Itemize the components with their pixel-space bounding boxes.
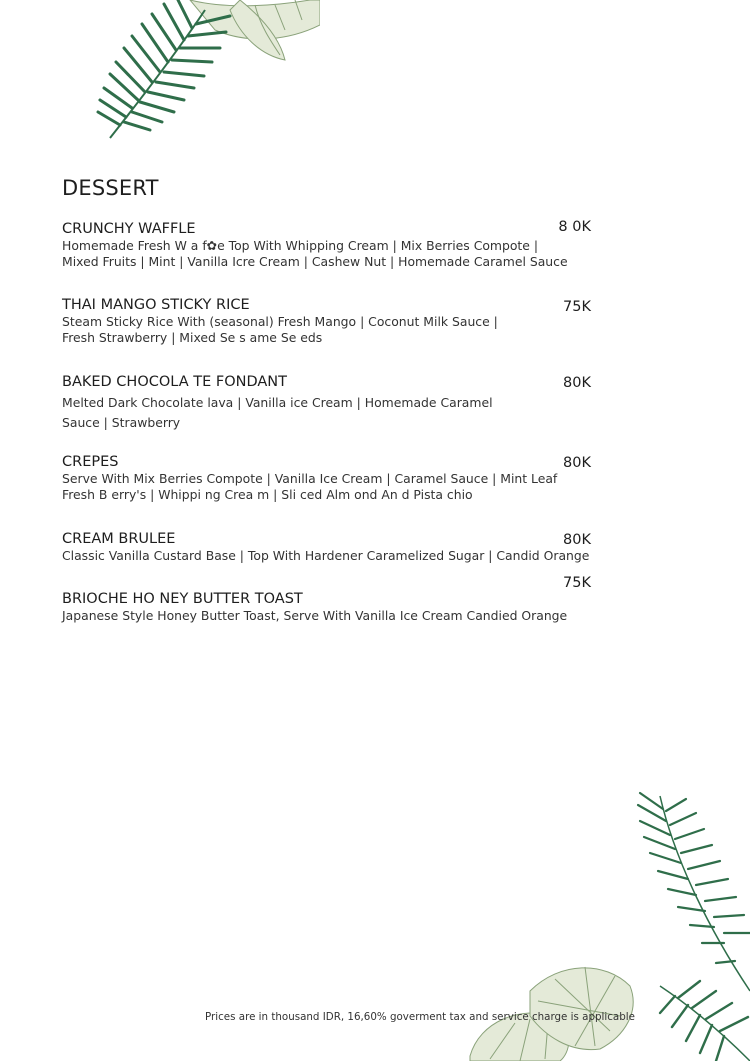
item-name: CREAM BRULEE <box>62 531 176 547</box>
item-description-line: Mixed Fruits | Mint | Vanilla Icre Cream | Cashew Nut | Homemade Caramel Sauce <box>62 253 568 269</box>
item-price: 75K <box>563 299 591 315</box>
item-description-line: Fresh Strawberry | Mixed Se s ame Se eds <box>62 329 323 345</box>
menu-item-brioche-honey-butter-toast <box>62 575 597 624</box>
menu-item-crepes <box>62 453 597 502</box>
item-description-line: Serve With Mix Berries Compote | Vanilla Ice Cream | Caramel Sauce | Mint Leaf <box>62 471 558 486</box>
item-description-line: Japanese Style Honey Butter Toast, Serve With Vanilla Ice Cream Candied Orange <box>62 608 568 623</box>
section-title: DESSERT <box>62 176 159 200</box>
item-price: 80K <box>563 532 591 548</box>
item-description-line: Homemade Fresh W a f✿e Top With Whipping Cream | Mix Berries Compote | <box>62 238 539 253</box>
menu-item-baked-chocolate-fondant <box>62 373 597 433</box>
menu-item-crunchy-waffle <box>62 220 597 269</box>
palm-leaf-icon <box>80 0 320 140</box>
menu-item-thai-mango-sticky-rice <box>62 296 597 345</box>
price-footnote: Prices are in thousand IDR, 16,60% goverment tax and service charge is applicable <box>205 1011 635 1023</box>
item-price: 80K <box>563 455 591 471</box>
item-name: CRUNCHY WAFFLE <box>62 221 196 237</box>
item-name: CREPES <box>62 454 119 470</box>
item-description-line: Fresh B erry's | Whippi ng Crea m | Sli ced Alm ond An d Pista chio <box>62 486 473 502</box>
item-description-line: Steam Sticky Rice With (seasonal) Fresh Mango | Coconut Milk Sauce | <box>62 314 498 329</box>
item-name: THAI MANGO STICKY RICE <box>62 297 250 313</box>
item-price: 75K <box>563 575 591 591</box>
item-description-line: Melted Dark Chocolate lava | Vanilla ice Cream | Homemade Caramel <box>62 395 493 410</box>
item-description-line: Classic Vanilla Custard Base | Top With Hardener Caramelized Sugar | Candid Orange <box>62 548 590 563</box>
item-name: BAKED CHOCOLA TE FONDANT <box>62 374 287 390</box>
item-name: BRIOCHE HO NEY BUTTER TOAST <box>62 591 303 607</box>
item-price: 80K <box>563 375 591 391</box>
menu-item-cream-brulee <box>62 530 597 564</box>
item-price: 8 0K <box>558 219 591 235</box>
item-description-line: Sauce | Strawberry <box>62 415 181 430</box>
